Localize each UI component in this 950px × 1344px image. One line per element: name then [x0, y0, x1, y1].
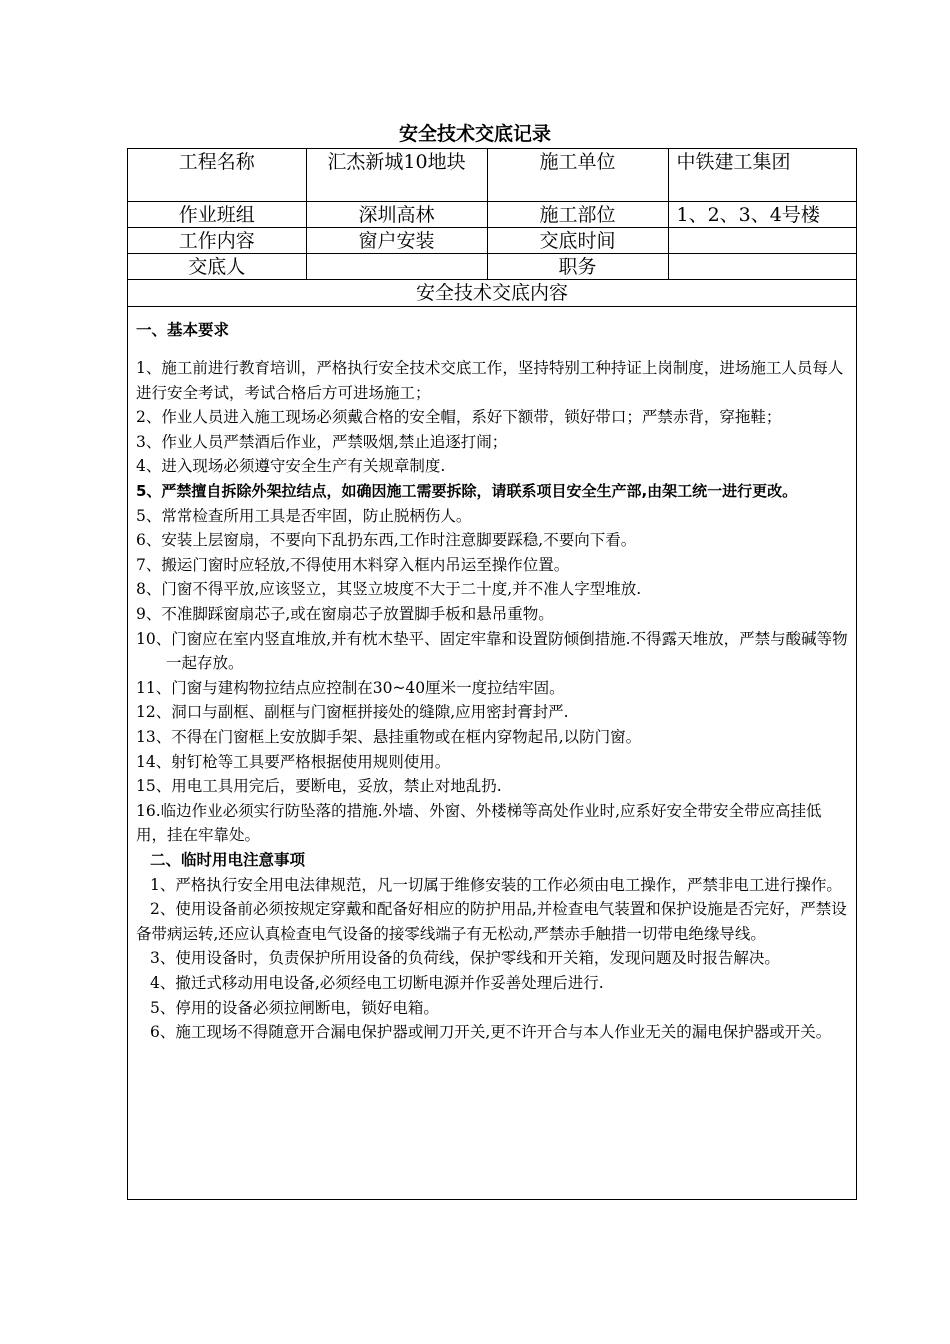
list-item: 16.临边作业必须实行防坠落的措施.外墙、外窗、外楼梯等高处作业时,应系好安全带安全带应高挂低用，挂在牢靠处。: [136, 801, 822, 845]
list-item: 6、安装上层窗扇，不要向下乱扔东西,工作时注意脚要踩稳,不要向下看。: [136, 531, 637, 550]
header-row: [128, 201, 856, 227]
label-construction-area: 施工部位: [487, 201, 668, 227]
list-item: 5、停用的设备必须拉闸断电，锁好电箱。: [150, 998, 439, 1017]
header-row: [128, 227, 856, 253]
label-work-team: 作业班组: [128, 201, 306, 227]
document-title: 安全技术交底记录: [398, 123, 551, 145]
list-item: 1、施工前进行教育培训，严格执行安全技术交底工作，坚持特别工种持证上岗制度，进场施工人员每人进行安全考试，考试合格后方可进场施工；: [136, 359, 844, 402]
disclosure-form: [127, 148, 857, 1200]
header-table: [128, 149, 856, 307]
list-item: 4、撤迁式移动用电设备,必须经电工切断电源并作妥善处理后进行.: [150, 973, 604, 992]
list-item: 3、作业人员严禁酒后作业，严禁吸烟,禁止追逐打闹；: [136, 432, 508, 451]
list-item: 10、门窗应在室内竖直堆放,并有枕木垫平、固定牢靠和设置防倾倒措施.不得露天堆放，严禁与酸碱等物一起存放。: [136, 629, 848, 673]
list-item: 2、使用设备前必须按规定穿戴和配备好相应的防护用品,并检查电气装置和保护设施是否完好，严禁设备带病运转,还应认真检查电气设备的接零线端子有无松动,严禁赤手触措一切带电绝缘导线。: [136, 900, 847, 943]
content-caption: 安全技术交底内容: [128, 279, 856, 306]
list-item: 9、不准脚踩窗扇芯子,或在窗扇芯子放置脚手板和悬吊重物。: [136, 605, 554, 624]
list-item: 5、常常检查所用工具是否牢固，防止脱柄伤人。: [136, 506, 472, 525]
value-position: [668, 253, 856, 279]
label-discloser: 交底人: [128, 253, 306, 279]
label-construction-unit: 施工单位: [487, 149, 668, 201]
value-construction-unit: 中铁建工集团: [668, 149, 856, 201]
list-item: 11、门窗与建构物拉结点应控制在30~40厘米一度拉结牢固。: [136, 678, 565, 697]
label-project-name: 工程名称: [128, 149, 306, 201]
value-project-name: 汇杰新城10地块: [306, 149, 487, 201]
label-disclosure-time: 交底时间: [487, 227, 668, 253]
list-item: 8、门窗不得平放,应该竖立，其竖立坡度不大于二十度,并不准人字型堆放.: [136, 580, 642, 599]
value-disclosure-time: [668, 227, 856, 253]
list-item: 12、洞口与副框、副框与门窗框拼接处的缝隙,应用密封膏封严.: [136, 703, 569, 722]
value-work-team: 深圳高林: [306, 201, 487, 227]
label-position: 职务: [487, 253, 668, 279]
label-work-content: 工作内容: [128, 227, 306, 253]
list-item: 7、搬运门窗时应轻放,不得使用木料穿入框内吊运至操作位置。: [136, 555, 570, 574]
list-item: 2、作业人员进入施工现场必须戴合格的安全帽，系好下额带，锁好带口；严禁赤背，穿拖鞋；: [136, 408, 782, 427]
value-discloser: [306, 253, 487, 279]
disclosure-content: [128, 318, 856, 1045]
header-row: [128, 253, 856, 279]
list-item: 3、使用设备时，负责保护所用设备的负荷线，保护零线和开关箱，发现问题及时报告解决。: [150, 949, 780, 968]
value-construction-area: 1、2、3、4号楼: [668, 201, 856, 227]
list-item: 15、用电工具用完后，要断电，妥放，禁止对地乱扔.: [136, 777, 502, 796]
header-row: [128, 149, 856, 201]
section-heading-basic: 一、基本要求: [136, 320, 230, 339]
list-item: 1、严格执行安全用电法律规范，凡一切属于维修安装的工作必须由电工操作，严禁非电工进行操作。: [150, 875, 842, 894]
list-item: 6、施工现场不得随意开合漏电保护器或闸刀开关,更不许开合与本人作业无关的漏电保护器或开关。: [150, 1023, 832, 1042]
list-item-emphasis: 5、严禁擅自拆除外架拉结点，如确因施工需要拆除，请联系项目安全生产部,由架工统一进行更改。: [136, 482, 798, 501]
value-work-content: 窗户安装: [306, 227, 487, 253]
section-heading-electricity: 二、临时用电注意事项: [150, 850, 306, 869]
list-item: 14、射钉枪等工具要严格根据使用规则使用。: [136, 752, 451, 771]
list-item: 4、进入现场必须遵守安全生产有关规章制度.: [136, 457, 446, 476]
caption-row: [128, 279, 856, 306]
list-item: 13、不得在门窗框上安放脚手架、悬挂重物或在框内穿物起吊,以防门窗。: [136, 728, 642, 746]
